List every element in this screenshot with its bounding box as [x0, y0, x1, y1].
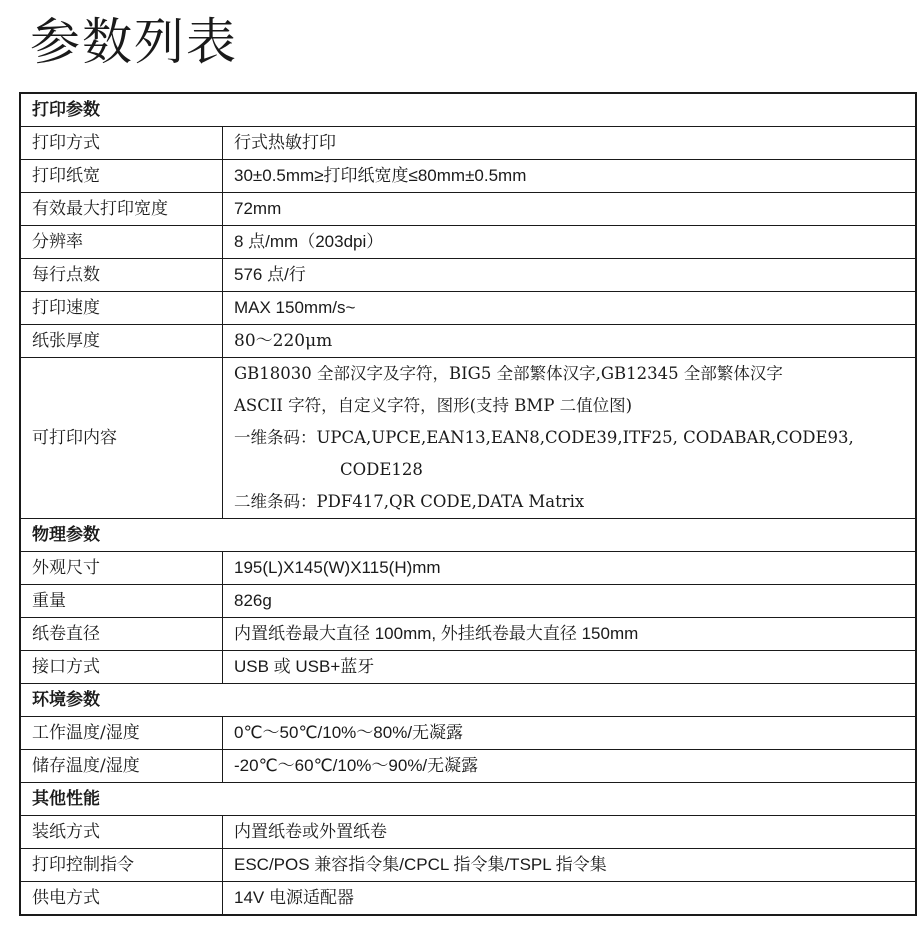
row-value: ESC/POS 兼容指令集/CPCL 指令集/TSPL 指令集 — [223, 849, 917, 882]
row-value: 30±0.5mm≥打印纸宽度≤80mm±0.5mm — [223, 160, 917, 193]
table-row — [20, 160, 916, 193]
row-value: USB 或 USB+蓝牙 — [223, 651, 917, 684]
row-label: 工作温度/湿度 — [20, 717, 223, 750]
section-print-params: 打印参数 — [20, 93, 916, 127]
section-row — [20, 783, 916, 816]
section-row — [20, 519, 916, 552]
content-line: 一维条码：UPCA,UPCE,EAN13,EAN8,CODE39,ITF25, CODABAR,CODE93, — [234, 428, 854, 447]
row-label: 打印速度 — [20, 292, 223, 325]
table-row — [20, 585, 916, 618]
row-value: 0℃～50℃/10%～80%/无凝露 — [223, 717, 917, 750]
table-row — [20, 193, 916, 226]
table-row — [20, 816, 916, 849]
row-label: 可打印内容 — [20, 358, 223, 519]
table-row — [20, 552, 916, 585]
row-label: 纸张厚度 — [20, 325, 223, 358]
row-label: 每行点数 — [20, 259, 223, 292]
row-label: 打印控制指令 — [20, 849, 223, 882]
row-label: 外观尺寸 — [20, 552, 223, 585]
section-environment-params: 环境参数 — [20, 684, 916, 717]
section-other-features: 其他性能 — [20, 783, 916, 816]
row-value: 826g — [223, 585, 917, 618]
row-value: 8 点/mm（203dpi） — [223, 226, 917, 259]
content-line: CODE128 — [340, 460, 423, 479]
row-label: 分辨率 — [20, 226, 223, 259]
row-value: 576 点/行 — [223, 259, 917, 292]
section-physical-params: 物理参数 — [20, 519, 916, 552]
content-line: GB18030 全部汉字及字符，BIG5 全部繁体汉字,GB12345 全部繁体汉字 — [234, 364, 783, 383]
row-value: 72mm — [223, 193, 917, 226]
row-label: 打印方式 — [20, 127, 223, 160]
table-row — [20, 717, 916, 750]
row-value: 195(L)X145(W)X115(H)mm — [223, 552, 917, 585]
row-label: 打印纸宽 — [20, 160, 223, 193]
row-value: 内置纸卷最大直径 100mm, 外挂纸卷最大直径 150mm — [223, 618, 917, 651]
table-row — [20, 882, 916, 916]
row-label: 供电方式 — [20, 882, 223, 916]
section-row — [20, 93, 916, 127]
spec-table — [19, 92, 917, 916]
row-label: 纸卷直径 — [20, 618, 223, 651]
table-row — [20, 358, 916, 519]
table-row — [20, 750, 916, 783]
section-row — [20, 684, 916, 717]
row-value: -20℃～60℃/10%～90%/无凝露 — [223, 750, 917, 783]
table-row — [20, 226, 916, 259]
page-title: 参数列表 — [30, 13, 238, 71]
table-row — [20, 292, 916, 325]
row-value: 80～220μm — [223, 325, 917, 358]
row-label: 储存温度/湿度 — [20, 750, 223, 783]
table-row — [20, 651, 916, 684]
content-line: 二维条码：PDF417,QR CODE,DATA Matrix — [234, 492, 585, 511]
row-value: MAX 150mm/s~ — [223, 292, 917, 325]
row-label: 重量 — [20, 585, 223, 618]
row-value: 内置纸卷或外置纸卷 — [223, 816, 917, 849]
row-value: 14V 电源适配器 — [223, 882, 917, 916]
table-row — [20, 849, 916, 882]
printable-content-cell — [223, 358, 917, 519]
row-value: 行式热敏打印 — [223, 127, 917, 160]
table-row — [20, 259, 916, 292]
table-row — [20, 127, 916, 160]
row-label: 有效最大打印宽度 — [20, 193, 223, 226]
table-row — [20, 618, 916, 651]
table-row — [20, 325, 916, 358]
row-label: 装纸方式 — [20, 816, 223, 849]
content-line: ASCII 字符，自定义字符，图形(支持 BMP 二值位图) — [234, 396, 633, 415]
row-label: 接口方式 — [20, 651, 223, 684]
